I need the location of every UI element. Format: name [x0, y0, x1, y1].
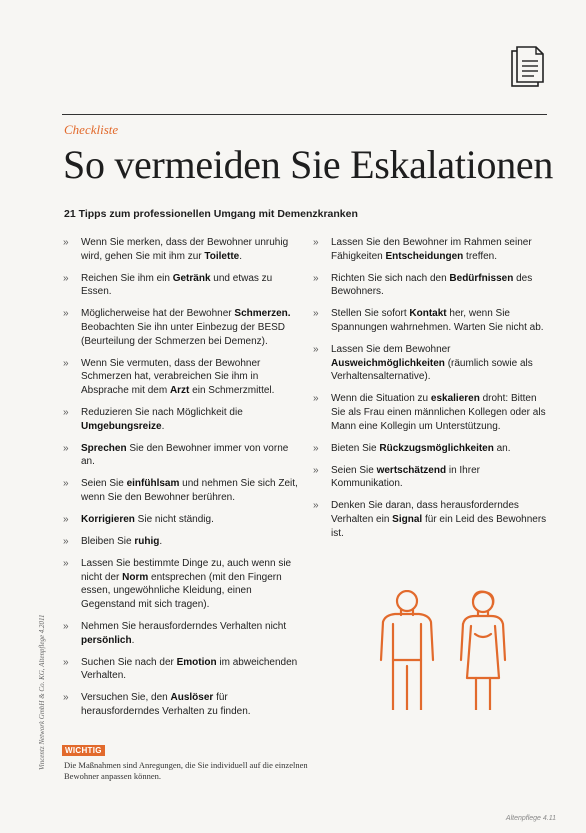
tip-text: Versuchen Sie, den [81, 692, 171, 704]
tip-text: Suchen Sie nach der [81, 656, 177, 668]
tip-text: Lassen Sie bestimmte Dinge zu, auch wenn sie nicht der [81, 558, 292, 583]
tip-text: . [131, 634, 135, 646]
tip-keyword: Norm [122, 571, 149, 583]
tip-keyword: persönlich [81, 634, 132, 646]
tip-item [63, 691, 303, 718]
tip-keyword: einfühlsam [126, 478, 180, 490]
important-label: WICHTIG [62, 745, 105, 756]
tip-text: Sie nicht ständig. [134, 514, 214, 525]
tip-keyword: Schmerzen. [234, 308, 291, 320]
tip-text: her, wenn Sie Spannungen wahrnehmen. Warten Sie nicht ab. [331, 308, 544, 333]
document-icon [511, 46, 545, 88]
tip-text: treffen. [463, 250, 498, 262]
tip-text: Wenn Sie merken, dass der Bewohner unruhig wird, gehen Sie mit ihm zur [81, 237, 289, 262]
tip-item [63, 477, 303, 504]
category-label: Checkliste [64, 122, 119, 137]
tip-keyword: ruhig [134, 536, 160, 548]
tip-item [313, 272, 549, 299]
tip-keyword: Korrigieren [81, 514, 135, 525]
tip-text: Lassen Sie den Bewohner im Rahmen seiner Fähigkeiten [331, 237, 532, 262]
tip-keyword: Signal [392, 514, 423, 525]
tip-text: Bleiben Sie [81, 536, 135, 548]
header-rule [62, 114, 547, 115]
tip-keyword: Umgebungsreize [81, 420, 162, 432]
tip-keyword: Bedürfnissen [449, 272, 514, 284]
tip-item [313, 442, 549, 456]
tip-text: Reichen Sie ihm ein [81, 272, 173, 284]
tip-text: ein Schmerzmittel. [189, 384, 275, 396]
tip-text: Bieten Sie [331, 442, 380, 454]
tip-text: (räumlich sowie als Verhaltensalternative). [331, 357, 533, 383]
tip-item [313, 392, 549, 433]
tip-text: Sie den Bewohner immer von vorne an. [81, 442, 289, 468]
page-title: So vermeiden Sie Eskalationen [63, 142, 554, 187]
tip-text: droht: Bitten Sie als Frau einen männlichen Kollegen oder als Mann eine Kollegin um Unterstützung. [331, 393, 546, 432]
tip-text: Seien Sie [81, 478, 127, 490]
important-note [62, 740, 322, 782]
copyright-side-text: Vincentz Network GmbH & Co. KG, Altenpflege 4.2011 [38, 614, 46, 770]
man-woman-illustration [375, 590, 525, 710]
tip-text: Lassen Sie dem Bewohner [331, 344, 451, 356]
tip-text: und nehmen Sie sich Zeit, wenn Sie den Bewohner berühren. [81, 478, 298, 503]
tip-text: an. [493, 442, 511, 454]
tip-item [313, 343, 549, 384]
tip-keyword: Entscheidungen [385, 250, 464, 262]
tip-item [313, 236, 549, 263]
tip-keyword: wertschätzend [376, 464, 447, 476]
tip-keyword: Arzt [169, 384, 190, 396]
tip-keyword: Emotion [176, 656, 217, 668]
tip-text: . [159, 536, 163, 548]
tips-right-column [313, 236, 549, 549]
tip-item [313, 464, 549, 491]
tip-item [63, 620, 303, 647]
tip-text: Wenn die Situation zu [331, 393, 431, 405]
page-number: Altenpflege 4.11 [505, 815, 556, 822]
tip-item [63, 557, 303, 611]
tip-text: Richten Sie sich nach den [331, 272, 450, 284]
important-text: Die Maßnahmen sind Anregungen, die Sie individuell auf die einzelnen Bewohner anpassen können. [64, 760, 308, 781]
subtitle: 21 Tipps zum professionellen Umgang mit Demenzkranken [64, 208, 358, 220]
tip-item [313, 307, 549, 334]
tip-text: Wenn Sie vermuten, dass der Bewohner Schmerzen hat, verabreichen Sie ihm in Absprache mit dem [81, 357, 261, 396]
tip-item [63, 535, 303, 549]
tip-text: im abweichenden Verhalten. [81, 656, 298, 682]
tip-keyword: Rückzugsmöglichkeiten [379, 442, 494, 454]
tips-left-column [63, 236, 303, 727]
tip-item [313, 499, 549, 540]
tip-item [63, 307, 303, 348]
tip-keyword: eskalieren [430, 393, 480, 405]
tip-keyword: Ausweichmöglichkeiten [331, 357, 445, 369]
tip-text: . [239, 250, 242, 262]
tip-keyword: Toilette [204, 250, 240, 262]
tip-item [63, 442, 303, 469]
tip-keyword: Sprechen [81, 442, 127, 454]
tip-text: Denken Sie daran, dass herausforderndes Verhalten ein [331, 500, 519, 525]
tip-text: in Ihrer Kommunikation. [331, 464, 480, 490]
tip-text: . [161, 420, 165, 432]
tip-item [63, 656, 303, 683]
tip-keyword: Getränk [172, 272, 211, 284]
tip-item [63, 357, 303, 398]
tip-text: für ein Leid des Bewohners ist. [331, 514, 547, 539]
tip-text: Seien Sie [331, 464, 377, 476]
tip-text: Stellen Sie sofort [331, 308, 410, 320]
tip-text: Nehmen Sie herausforderndes Verhalten nicht [81, 621, 287, 633]
tip-text: Reduzieren Sie nach Möglichkeit die [81, 406, 243, 418]
tip-text: Möglicherweise hat der Bewohner [81, 308, 235, 320]
tip-keyword: Auslöser [170, 692, 214, 704]
tip-item [63, 236, 303, 263]
tip-text: des Bewohners. [331, 272, 533, 298]
tip-text: Beobachten Sie ihn unter Einbezug der BESD (Beurteilung der Schmerzen bei Demenz). [81, 321, 286, 347]
tip-text: für herausforderndes Verhalten zu finden. [81, 692, 251, 718]
tip-item [63, 406, 303, 433]
tip-item [63, 272, 303, 299]
tip-item [63, 513, 303, 527]
tip-keyword: Kontakt [409, 308, 447, 320]
tip-text: entsprechen (mit den Fingern essen, ungewöhnliche Kleidung, einen Gegenstand mit sich tragen). [81, 571, 282, 610]
tip-text: und etwas zu Essen. [81, 272, 273, 298]
